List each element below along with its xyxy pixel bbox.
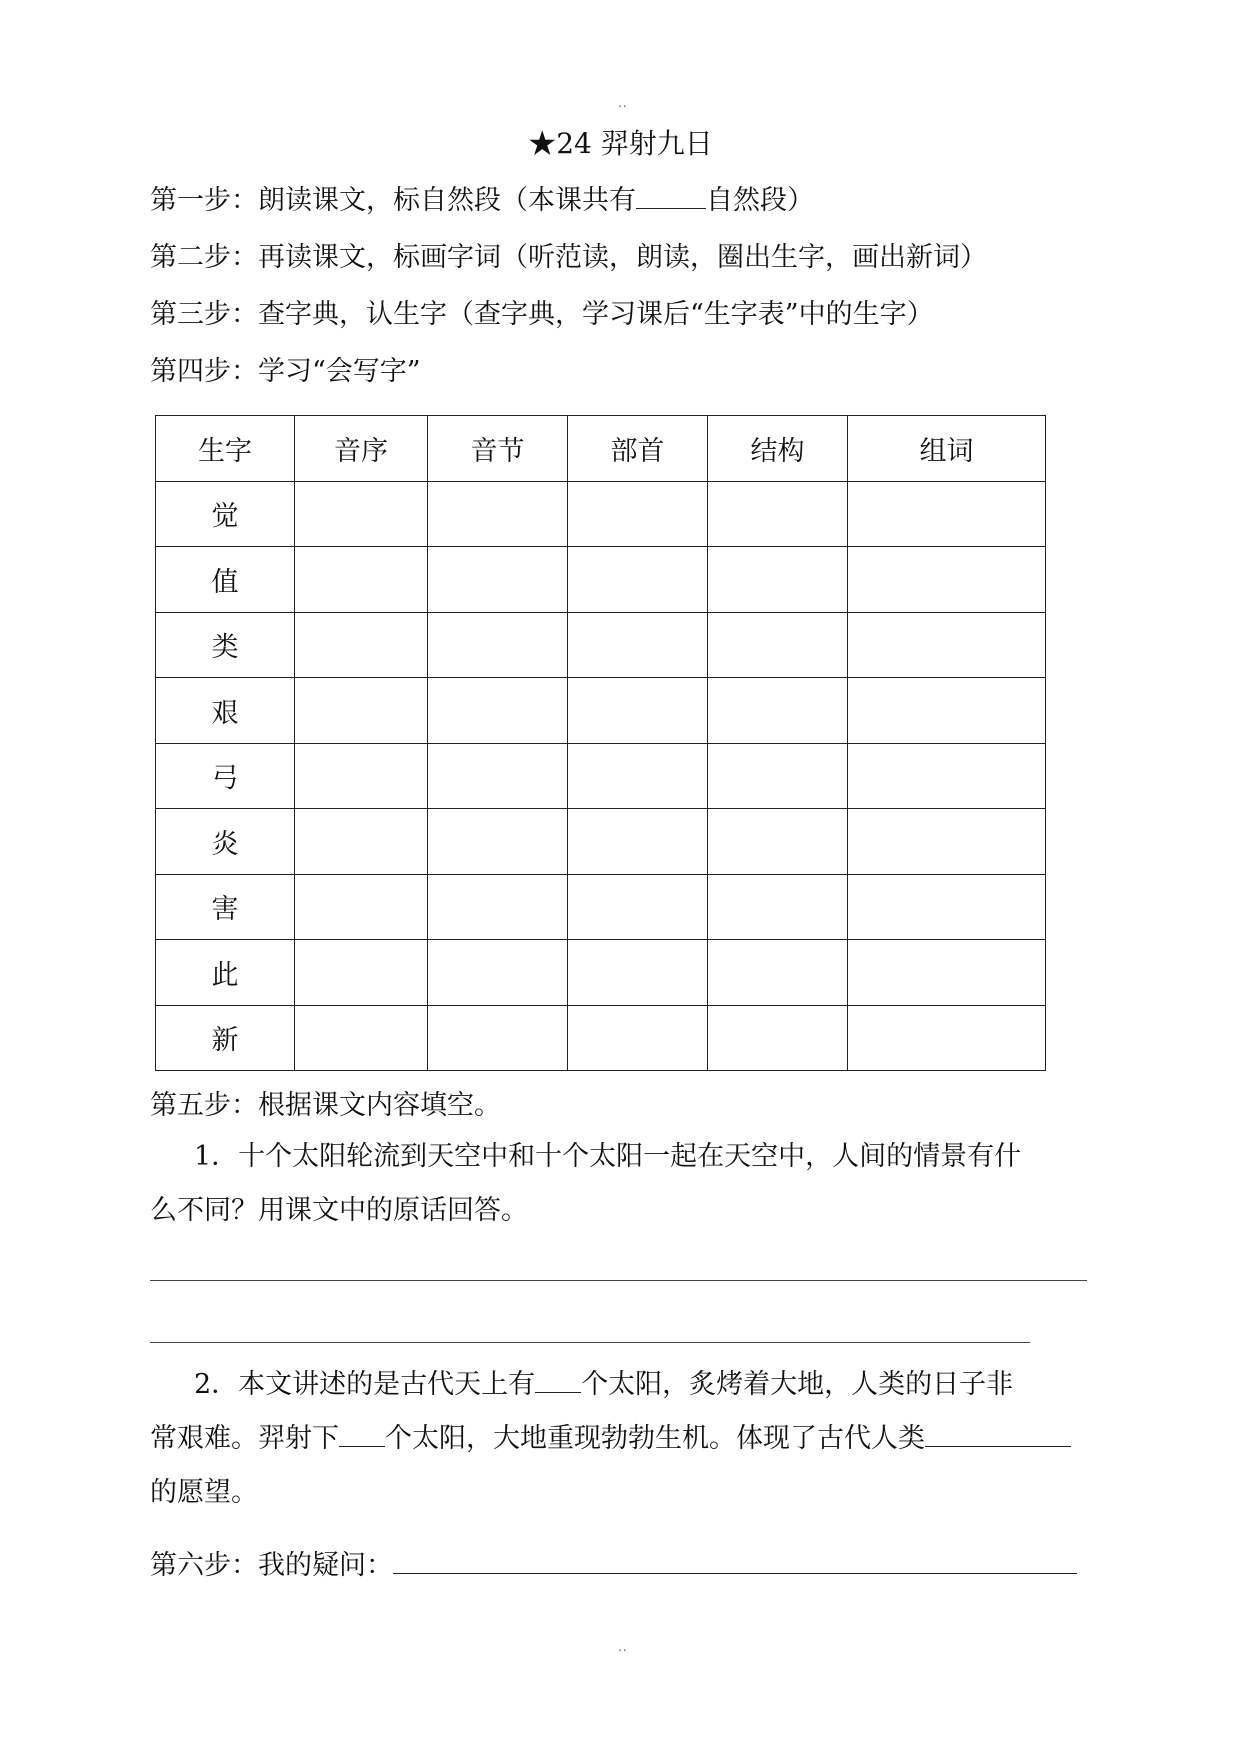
column-header: 部首 <box>568 416 708 482</box>
question-1 <box>150 1130 1110 1238</box>
step-1 <box>150 178 814 217</box>
table-row <box>156 809 1046 875</box>
question-blank[interactable] <box>393 1547 1077 1574</box>
answer-cell[interactable] <box>568 612 708 678</box>
character-cell: 新 <box>156 1005 295 1071</box>
answer-cell[interactable] <box>848 1005 1046 1071</box>
answer-cell[interactable] <box>708 547 848 613</box>
character-cell: 害 <box>156 874 295 940</box>
answer-cell[interactable] <box>428 612 568 678</box>
answer-cell[interactable] <box>848 612 1046 678</box>
column-header: 组词 <box>848 416 1046 482</box>
answer-cell[interactable] <box>848 809 1046 875</box>
step-6-text: 第六步：我的疑问： <box>150 1550 393 1581</box>
answer-cell[interactable] <box>708 1005 848 1071</box>
answer-cell[interactable] <box>708 678 848 744</box>
answer-cell[interactable] <box>428 874 568 940</box>
q2-text-c: 常艰难。羿射下 <box>150 1423 339 1454</box>
answer-cell[interactable] <box>848 743 1046 809</box>
table-row <box>156 481 1046 547</box>
table-row <box>156 743 1046 809</box>
table-row <box>156 940 1046 1006</box>
sun-count-blank[interactable] <box>535 1366 581 1393</box>
answer-cell[interactable] <box>708 612 848 678</box>
answer-cell[interactable] <box>295 612 428 678</box>
answer-line-1[interactable] <box>150 1280 1087 1281</box>
answer-cell[interactable] <box>848 481 1046 547</box>
step-5: 第五步：根据课文内容填空。 <box>150 1090 501 1121</box>
answer-cell[interactable] <box>295 1005 428 1071</box>
q2-text-a: 2．本文讲述的是古代天上有 <box>194 1369 536 1400</box>
character-table <box>155 415 1046 1071</box>
answer-cell[interactable] <box>568 809 708 875</box>
answer-cell[interactable] <box>708 874 848 940</box>
answer-cell[interactable] <box>295 547 428 613</box>
footer-mark: .. <box>618 1640 628 1654</box>
character-cell: 觉 <box>156 481 295 547</box>
question-2 <box>150 1358 1110 1520</box>
answer-cell[interactable] <box>708 940 848 1006</box>
answer-cell[interactable] <box>428 1005 568 1071</box>
answer-cell[interactable] <box>295 481 428 547</box>
character-cell: 炎 <box>156 809 295 875</box>
answer-cell[interactable] <box>568 547 708 613</box>
answer-cell[interactable] <box>568 1005 708 1071</box>
character-cell: 值 <box>156 547 295 613</box>
answer-cell[interactable] <box>848 547 1046 613</box>
column-header: 音序 <box>295 416 428 482</box>
answer-cell[interactable] <box>568 940 708 1006</box>
step-1-text: 第一步：朗读课文，标自然段（本课共有 <box>150 185 636 216</box>
question-1-line-2: 么不同？用课文中的原话回答。 <box>150 1195 528 1226</box>
answer-cell[interactable] <box>295 743 428 809</box>
column-header: 结构 <box>708 416 848 482</box>
character-cell: 弓 <box>156 743 295 809</box>
step-6 <box>150 1543 1077 1582</box>
question-2-line-2 <box>150 1412 1110 1466</box>
answer-line-2[interactable] <box>150 1342 1030 1343</box>
answer-cell[interactable] <box>428 481 568 547</box>
page-title: ★24 羿射九日 <box>528 127 713 160</box>
answer-cell[interactable] <box>568 874 708 940</box>
answer-cell[interactable] <box>428 940 568 1006</box>
header-mark: .. <box>618 96 628 110</box>
question-2-line-1 <box>150 1358 1110 1412</box>
answer-cell[interactable] <box>708 481 848 547</box>
table-row <box>156 874 1046 940</box>
answer-cell[interactable] <box>428 743 568 809</box>
table-row <box>156 1005 1046 1071</box>
character-cell: 类 <box>156 612 295 678</box>
answer-cell[interactable] <box>708 743 848 809</box>
question-1-line-1: 1．十个太阳轮流到天空中和十个太阳一起在天空中，人间的情景有什 <box>194 1141 1022 1172</box>
table-row <box>156 678 1046 744</box>
q2-text-d: 个太阳，大地重现勃勃生机。体现了古代人类 <box>385 1423 925 1454</box>
column-header: 生字 <box>156 416 295 482</box>
answer-cell[interactable] <box>848 678 1046 744</box>
character-cell: 此 <box>156 940 295 1006</box>
question-2-line-3: 的愿望。 <box>150 1477 258 1508</box>
answer-cell[interactable] <box>295 809 428 875</box>
step-2: 第二步：再读课文，标画字词（听范读，朗读，圈出生字，画出新词） <box>150 242 987 273</box>
column-header: 音节 <box>428 416 568 482</box>
answer-cell[interactable] <box>295 678 428 744</box>
answer-cell[interactable] <box>708 809 848 875</box>
answer-cell[interactable] <box>295 940 428 1006</box>
table-row <box>156 612 1046 678</box>
shot-count-blank[interactable] <box>339 1420 385 1447</box>
answer-cell[interactable] <box>568 481 708 547</box>
step-4: 第四步：学习“会写字” <box>150 356 421 387</box>
answer-cell[interactable] <box>428 809 568 875</box>
table-header-row <box>156 416 1046 482</box>
paragraph-count-blank[interactable] <box>636 182 706 209</box>
answer-cell[interactable] <box>428 678 568 744</box>
answer-cell[interactable] <box>295 874 428 940</box>
table-row <box>156 547 1046 613</box>
q2-text-b: 个太阳，炙烤着大地，人类的日子非 <box>581 1369 1014 1400</box>
step-3: 第三步：查字典，认生字（查字典，学习课后“生字表”中的生字） <box>150 299 934 330</box>
step-1-suffix: 自然段） <box>706 185 814 216</box>
character-cell: 艰 <box>156 678 295 744</box>
answer-cell[interactable] <box>428 547 568 613</box>
answer-cell[interactable] <box>568 678 708 744</box>
wish-blank[interactable] <box>925 1420 1071 1447</box>
answer-cell[interactable] <box>848 874 1046 940</box>
answer-cell[interactable] <box>568 743 708 809</box>
answer-cell[interactable] <box>848 940 1046 1006</box>
